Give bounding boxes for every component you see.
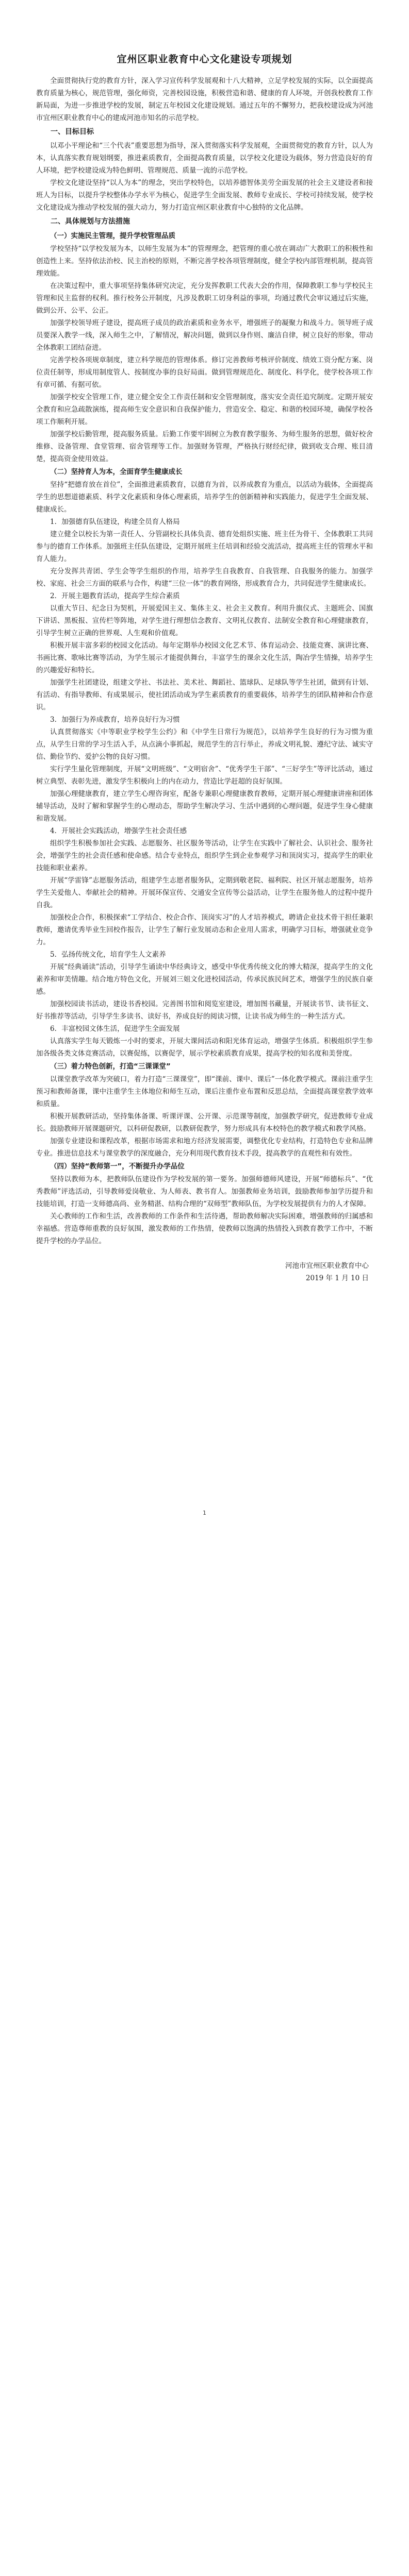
subsection-2-paragraph: 认真落实学生每天锻炼一小时的要求，开展大课间活动和阳光体育运动，增强学生体质。积极组织学生参加各级各类文体竞赛活动，以赛促练，以赛促学，展示学校素质教育成果，提高学校的知名度和美誉度。 xyxy=(36,1037,373,1058)
subsection-2-paragraph: 加强校园读书活动，建设书香校园。完善图书馆和阅览室建设，增加图书藏量，开展读书节、读书征文、好书推荐等活动，引导学生多读书、读好书，养成良好的阅读习惯，让读书成为师生的一种生活方式。 xyxy=(36,1000,373,1021)
item-heading: 4．开展社会实践活动，增强学生社会责任感 xyxy=(50,827,187,835)
signature-organization: 河池市宜州区职业教育中心 xyxy=(285,1262,369,1270)
subsection-1-paragraph: 在决策过程中，重大事项坚持集体研究决定，充分发挥教职工代表大会的作用，保障教职工参与学校民主管理和民主监督的权利。推行校务公开制度，凡涉及教职工切身利益的事项，均通过教代会审议通过后实施，做到公开、公平、公正。 xyxy=(36,282,373,315)
subsection-2-paragraph: 坚持“把德育放在首位”，全面推进素质教育，以德育为首，以养成教育为重点，以活动为载体，全面提高学生的思想道德素质、科学文化素质和身体心理素质，培养学生的创新精神和实践能力，促进学生全面发展、健康成长。 xyxy=(36,481,373,514)
subsection-2-paragraph: 以重大节日、纪念日为契机，开展爱国主义、集体主义、社会主义教育。利用升旗仪式、主题班会、国旗下讲话、黑板报、宣传栏等阵地，对学生进行理想信念教育、文明礼仪教育、法制安全教育和心理健康教育，引导学生树立正确的世界观、人生观和价值观。 xyxy=(36,604,373,637)
item-heading: 5．弘扬传统文化，培育学生人文素养 xyxy=(50,951,166,959)
item-heading: 6．丰富校园文体生活，促进学生全面发展 xyxy=(50,1025,180,1033)
section-1-paragraph: 学校文化建设坚持“以人为本”的理念，突出学校特色，以培养德智体美劳全面发展的社会主义建设者和接班人为目标，以提升学校整体办学水平为核心，促进学生全面发展、教师专业成长、学校可持续发展，使学校文化建设成为推动学校发展的强大动力，努力打造宜州区职业教育中心独特的文化品牌。 xyxy=(36,179,373,212)
subsection-1-heading: （一）实施民主管理，提升学校管理品质 xyxy=(50,232,175,240)
subsection-3-paragraph: 积极开展教研活动，坚持集体备课、听课评课、公开课、示范课等制度，加强教学研究，促进教师专业成长。鼓励教师开展课题研究，以科研促教研，以教研促教学，努力形成具有本校特色的教学模式和教学风格。 xyxy=(36,1112,373,1133)
item-heading: 3．加强行为养成教育，培养良好行为习惯 xyxy=(50,716,180,724)
subsection-4-paragraph: 坚持以教师为本，把教师队伍建设作为学校发展的第一要务。加强师德师风建设，开展“师德标兵”、“优秀教师”评选活动，引导教师爱岗敬业、为人师表、教书育人。加强教师业务培训，鼓励教师参加学历提升和技能培训，打造一支师德高尚、业务精湛、结构合理的“双师型”教师队伍，为学校发展提供有力的人才保障。 xyxy=(36,1175,373,1208)
subsection-2-paragraph: 开展“学雷锋”志愿服务活动，组建学生志愿者服务队，定期到敬老院、福利院、社区开展志愿服务，培养学生关爱他人、奉献社会的精神。开展环保宣传、交通安全宣传等公益活动，让学生在服务他人的过程中提升自我。 xyxy=(36,876,373,909)
document-title: 宜州区职业教育中心文化建设专项规划 xyxy=(117,54,292,65)
item-heading: 1．加强德育队伍建设，构建全员育人格局 xyxy=(50,518,180,526)
item-heading: 2．开展主题教育活动，提高学生综合素质 xyxy=(50,592,180,600)
page-number: 1 xyxy=(203,1510,206,1516)
subsection-3-paragraph: 以课堂教学改革为突破口，着力打造“三课课堂”，即“课前、课中、课后”一体化教学模式。课前注重学生预习和教师备课，课中注重学生主体地位和师生互动，课后注重作业布置和反思总结，全面提高课堂教学效率和质量。 xyxy=(36,1075,373,1108)
subsection-4-heading: （四）坚持“教师第一”，不断提升办学品位 xyxy=(50,1162,185,1171)
subsection-1-paragraph: 学校坚持“以学校发展为本，以师生发展为本”的管理理念，把管理的重心放在调动广大教职工的积极性和创造性上来。坚持依法治校、民主治校的原则，不断完善学校各项管理制度，健全学校内部管理机制，提高管理效能。 xyxy=(36,245,373,278)
subsection-3-heading: （三）着力特色创新，打造“三课课堂” xyxy=(50,1062,171,1071)
subsection-4-paragraph: 关心教师的工作和生活，改善教师的工作条件和生活待遇，帮助教师解决实际困难，增强教师的归属感和幸福感。营造尊师重教的良好氛围，激发教师的工作热情，使教师以饱满的热情投入到教育教学工作中，不断提升学校的办学品位。 xyxy=(36,1212,373,1245)
subsection-3-paragraph: 加强专业建设和课程改革，根据市场需求和地方经济发展需要，调整优化专业结构，打造特色专业和品牌专业。推进信息技术与课堂教学的深度融合，充分利用现代教育技术手段，提高教学的直观性和有效性。 xyxy=(36,1137,373,1158)
subsection-1-paragraph: 加强学校领导班子建设，提高班子成员的政治素质和业务水平，增强班子的凝聚力和战斗力。领导班子成员要深入教学一线，深入师生之中，了解情况，解决问题，做到以身作则、廉洁自律，树立良好的形象，带动全体教职工团结奋进。 xyxy=(36,319,373,352)
subsection-1-paragraph: 完善学校各项规章制度，建立科学规范的管理体系。修订完善教师考核评价制度、绩效工资分配方案、岗位责任制等，形成用制度管人、按制度办事的良好局面。做到管理规范化、制度化、科学化，使学校各项工作有章可循、有据可依。 xyxy=(36,356,373,389)
subsection-2-heading: （二）坚持育人为本，全面育学生健康成长 xyxy=(50,468,183,476)
subsection-2-paragraph: 加强校企合作，积极探索“工学结合、校企合作、顶岗实习”的人才培养模式，聘请企业技术骨干担任兼职教师，邀请优秀毕业生回校作报告，让学生了解行业发展动态和企业用人需求，明确学习目标，增强就业竞争力。 xyxy=(36,913,373,946)
subsection-2-paragraph: 实行学生量化管理制度，开展“文明班级”、“文明宿舍”、“优秀学生干部”、“三好学生”等评比活动，通过树立典型、表彰先进，激发学生积极向上的内在动力，营造比学赶超的良好氛围。 xyxy=(36,765,373,786)
subsection-2-paragraph: 认真贯彻落实《中等职业学校学生公约》和《中学生日常行为规范》，以培养学生良好的行为习惯为重点，从学生日常的学习生活入手，从点滴小事抓起，规范学生的言行举止，养成文明礼貌、遵纪守法、诚实守信、勤俭节约、爱护公物的良好习惯。 xyxy=(36,728,373,761)
subsection-2-paragraph: 开展“经典诵读”活动，引导学生诵读中华经典诗文，感受中华优秀传统文化的博大精深，提高学生的文化素养和审美情趣。结合地方特色文化，开展刘三姐文化进校园活动，传承民族民间艺术，增强学生的民族自豪感。 xyxy=(36,963,373,996)
section-2-heading: 二、具体规划与方法措施 xyxy=(51,217,130,226)
section-1-paragraph: 以邓小平理论和“三个代表”重要思想为指导，深入贯彻落实科学发展观，全面贯彻党的教育方针，以人为本，认真落实教育规划纲要，推进素质教育，全面提高教育质量，以学校文化建设为载体，努力营造良好的育人环境，把学校建设成为特色鲜明、管理规范、质量一流的示范学校。 xyxy=(36,142,373,175)
subsection-2-paragraph: 建立健全以校长为第一责任人、分管副校长具体负责、德育处组织实施、班主任为骨干、全体教职工共同参与的德育工作体系。加强班主任队伍建设，定期开展班主任培训和经验交流活动，提高班主任的管理水平和育人能力。 xyxy=(36,530,373,563)
subsection-2-paragraph: 积极开展丰富多彩的校园文化活动。每年定期举办校园文化艺术节、体育运动会、技能竞赛、演讲比赛、书画比赛、歌咏比赛等活动，为学生展示才能提供舞台，丰富学生的课余文化生活，陶冶学生情操，培养学生的兴趣爱好和特长。 xyxy=(36,641,373,674)
subsection-1-paragraph: 加强学校后勤管理，提高服务质量。后勤工作要牢固树立为教育教学服务、为师生服务的思想，做好校舍维修、设备管理、食堂管理、宿舍管理等工作。加强财务管理，严格执行财经纪律，做到收支合理、账目清楚，提高资金使用效益。 xyxy=(36,430,373,463)
subsection-2-paragraph: 加强心理健康教育，建立学生心理咨询室，配备专兼职心理健康教育教师，定期开展心理健康讲座和团体辅导活动，及时了解和掌握学生的心理动态，帮助学生解决学习、生活中遇到的心理问题，促进学生身心健康和谐发展。 xyxy=(36,790,373,823)
subsection-1-paragraph: 加强学校安全管理工作，建立健全安全工作责任制和安全管理制度，落实安全责任追究制度。定期开展安全教育和应急疏散演练，提高师生安全意识和自我保护能力，营造安全、稳定、和谐的校园环境，确保学校各项工作顺利开展。 xyxy=(36,393,373,426)
signature-date: 2019 年 1 月 10 日 xyxy=(305,1274,369,1282)
subsection-2-paragraph: 加强学生社团建设，组建文学社、书法社、美术社、舞蹈社、篮球队、足球队等学生社团，做到有计划、有活动、有指导教师、有成果展示，使社团活动成为学生素质教育的重要载体，培养学生的团队精神和合作意识。 xyxy=(36,679,373,711)
subsection-2-paragraph: 组织学生积极参加社会实践、志愿服务、社区服务等活动，让学生在实践中了解社会、认识社会、服务社会，增强学生的社会责任感和使命感。结合专业特点，组织学生到企业参观学习和顶岗实习，提高学生的职业技能和职业素养。 xyxy=(36,839,373,872)
intro-paragraph: 全面贯彻执行党的教育方针，深入学习宣传科学发展观和十八大精神，立足学校发展的实际，以全面提高教育质量为核心，规范管理，强化师资，完善校园设施，积极营造和谐、健康的育人环境，开创我校教育工作新局面，为进一步推进学校的发展，制定五年校园文化建设规划。通过五年的不懈努力，把我校建设成为河池市宜州区职业教育中心的建成河池市知名的示范学校。 xyxy=(36,77,373,122)
section-1-heading: 一、目标目标 xyxy=(51,128,94,136)
subsection-2-paragraph: 充分发挥共青团、学生会等学生组织的作用，培养学生自我教育、自我管理、自我服务的能力。加强学校、家庭、社会三方面的联系与合作，构建“三位一体”的教育网络，形成教育合力，共同促进学生健康成长。 xyxy=(36,567,373,588)
